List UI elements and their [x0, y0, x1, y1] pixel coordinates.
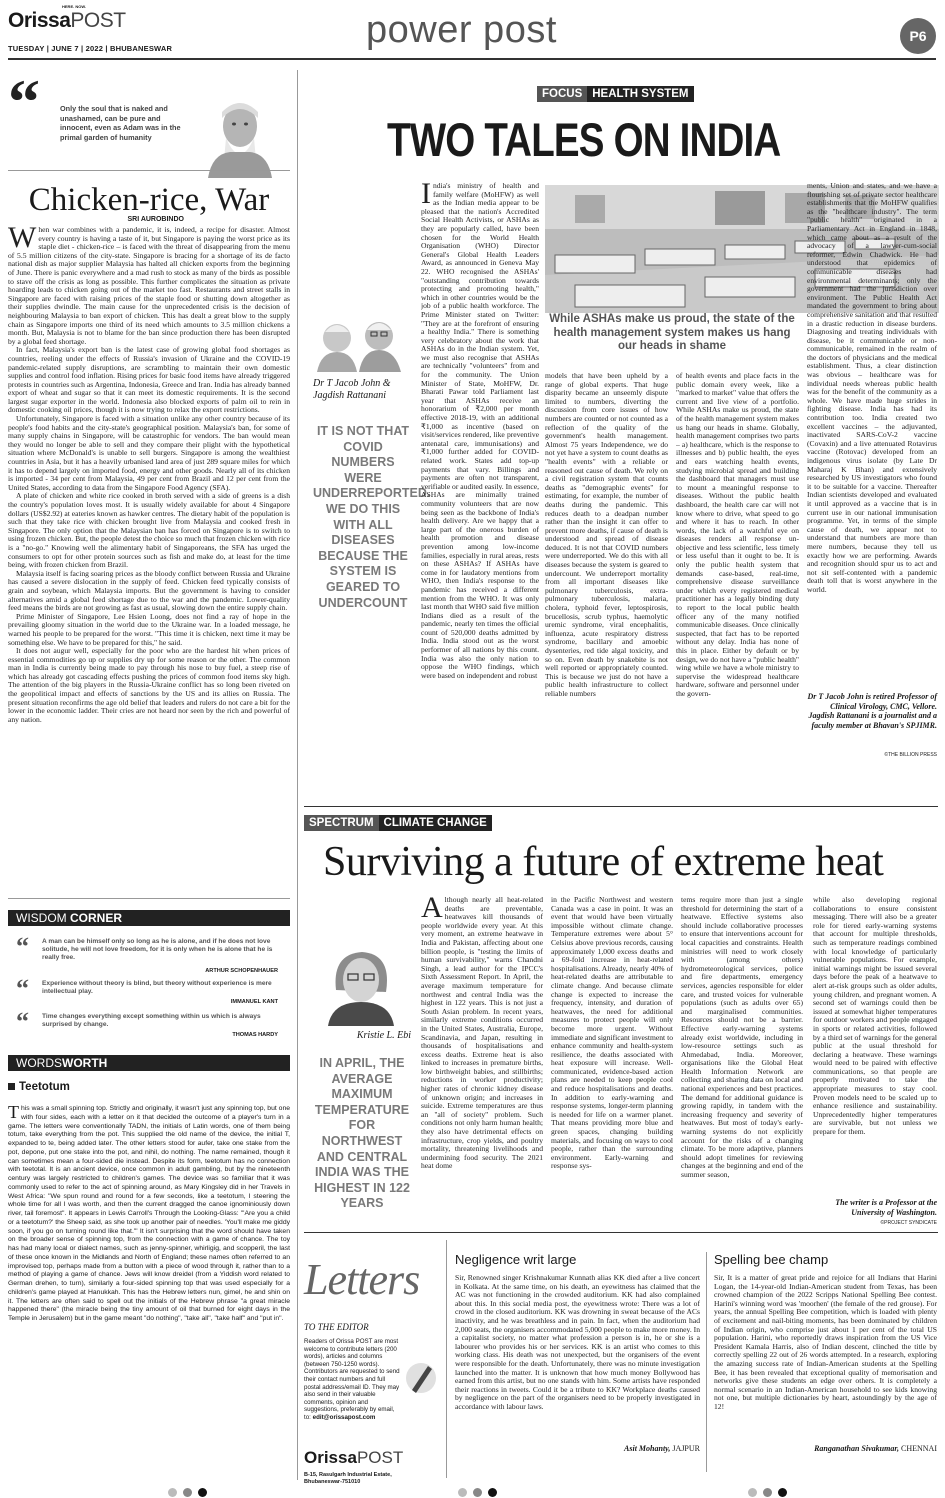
letters-title: Letters [304, 1255, 420, 1304]
india-column-text: ments, Union and states, and we have a flourishing set of private sector healthcare establishments that the MoHFW qualifies as the "healthcare industry". The term "public health" originated in a Parliamentary Act in England in 1848, which came about as a result of the advocacy of a lawyer-cum-social reformer, Edwin Chadwick. He had understood that epidemics of communicable diseases had environmental determinants; only the government had the jurisdiction over environment. The Public Health Act mandated the government to bring about comprehensive sanitation and that resulted in a drastic reduction in disease burdens. Diagnosing and treating individuals with disease, be it communicable or non-communicable, remained in the realm of the doctors of physicians and the medical establishment. Thus, a clear distinction was obvious – healthcare was for individual needs whereas public health was for the benefit of the community as a whole. We have made huge strides in fighting disease. India has had its contribution too. India created two excellent vaccines – the adjuvanted, inactivated SARS-CoV-2 vaccine (Covaxin) and a live attenuated Rotavirus vaccine (Rotovac) developed from an indigenous virus isolate (by Late Dr Maharaj K Bhan) and extensively researched by US investigators who found it to be suitable for a vaccine. Thereafter Indian scientists developed and evaluated it until approved as a vaccine that is in current use in our national immunisation programme. Yet, in terms of the simple cause of death, we appear not to understand that numbers are more than mere numbers, because they tell us exactly how we are performing. Awards and recognition should spur us to act and not sit self-contented with a pandemic death toll that is worst anywhere in the world. [807, 182, 937, 594]
india-column-text: models that have been upheld by a range of global experts. That huge disparity became an unseemly dispute limited to numbers, diverting the discussion from core issues of how numbers are counted or not counted as a reflection of the quality of the government's health management. Almost 75 years Independence, we do not yet have a system to count deaths as "health events" with a reliable or reasoned out cause of death. We rely on a civil registration system that counts deaths as "demographic events" for estimating, for example, the number of deaths during the pandemic. This reduces death to a deadpan number rather than the insight it can offer to prevent more deaths, if cause of death is understood and spread of disease deduced. It is not that COVID numbers were underreported. We do this with all diseases because the system is geared to undercount. We underreport mortality from all important diseases like pulmonary tuberculosis, extra-pulmonary tuberculosis, malaria, cholera, typhoid fever, leptospirosis, brucellosis, scrub typhus, haemolytic uremic syndrome, viral encephalitis, influenza, acute respiratory distress syndrome, bacillary and amoebic dysenteries, red tide algal toxicity, and so on. Even death by snakebite is not well reported or appropriately counted. This is because we just do not have a public health infrastructure to collect reliable numbers [545, 372, 668, 698]
chicken-dropcap: W [8, 226, 37, 254]
divider [304, 1232, 938, 1233]
kicker-health-system: HEALTH SYSTEM [587, 86, 693, 102]
dot-icon [778, 1488, 787, 1497]
column-separator [706, 1252, 707, 1472]
wordsworth-label-a: WORDS [16, 1056, 62, 1070]
divider [8, 898, 290, 899]
kicker-spectrum: SPECTRUM [304, 815, 379, 831]
india-pullquote: IT IS NOT THAT COVID NUMBERS WERE UNDERREPORTED. WE DO THIS WITH ALL DISEASES BECAUSE THE SYSTEM IS GEARED TO UNDERCOUNT [313, 424, 431, 610]
wisdom-corner-label [8, 910, 290, 926]
wisdom-quote-text: Experience without theory is blind, but theory without experience is mere intellectual play. [42, 980, 272, 995]
heat-dropcap: A [421, 896, 443, 924]
dot-icon [183, 1488, 192, 1497]
wordsworth-dropcap: T [8, 1105, 19, 1122]
masthead-logo[interactable] [8, 9, 126, 33]
wisdom-label-b: CORNER [70, 911, 123, 925]
page-number-badge [900, 18, 936, 54]
wisdom-quote [8, 932, 290, 974]
wordsworth-label [8, 1055, 290, 1071]
chicken-article-headline: Chicken-rice, War [28, 182, 270, 218]
india-column-text: ndia's ministry of health and family welfare (MoHFW) as well as the Indian media appear to be pleased that the nation's Accredited Social Health Activists, or ASHAs as they are popularly called, have been chosen for the World Health Organisation (WHO) Director General's Global Health Leaders Award, as announced in Geneva May 22. WHO recognised the ASHAs' "outstanding contribution towards protecting and promoting health," which in other countries would be the job of a public health workforce. The Prime Minister stated on Twitter: "They are at the forefront of ensuring a healthy India." There is something very celebratory about the work that ASHAs do in the Indian system. Yet, we must also recognise that ASHAs are technically "volunteers" from and for the community. The Union Minister of State, MoHFW, Dr. Bharati Pawar told Parliament last year that ASHAs receive an honorarium of ₹2,000 per month effective 2018-19, with an additional ₹1,000 as incentive (based on visit/services rendered, like preventive antenatal care, immunisations) and ₹1,000 further added for COVID-related work. States add top-up payments that vary. Billings and payments are often not transparent, verifiable or audited easily. In essence, ASHAs are minimally trained community volunteers that are now being seen as the backbone of India's health delivery. Are we happy that a large part of the onerous burden of health promotion and disease prevention among low-income families, especially in rural areas, rests on these ASHAs? If ASHAs have come in for laudatory mentions from WHO, then India's response to the pandemic has received a different mention from the WHO. It was only last month that WHO said five million Indians died as a result of the pandemic, nearly ten times the official count of 520,000 deaths admitted by India. India stood out as the worst performer of all nations by this count. India was also the only nation to oppose the WHO findings, which were based on independent and robust [421, 182, 539, 680]
letter-author: Ranganathan Sivakumar, [814, 1444, 899, 1453]
heat-byline: Kristie L. Ebi [356, 1030, 411, 1041]
paragraph: Prime Minister of Singapore, Lee Hsien Loong, does not find a ray of hope in the prevailing gloomy situation in the world due to the Ukraine war. In a loaded message, he warned his people to be prepared for the worst. "This time it is chicken, next time it may be something else. We have to be prepared for this," he said. [8, 611, 290, 647]
india-column [676, 372, 799, 760]
india-dropcap: I [421, 182, 431, 210]
heat-credit: ©PROJECT SYNDICATE [880, 1220, 937, 1226]
heat-column-text: lthough nearly all heat-related deaths are preventable, heatwaves kill thousands of people worldwide every year. At this very moment, an extreme heatwave in India and Pakistan, affecting about one billion people, is "testing the limits of human survivability," warns Chandni Singh, a lead author for the IPCC's Sixth Assessment Report. In April, the average maximum temperature for northwest and central India was the highest in 122 years. This is not just a South Asian problem. In recent years, similarly extreme conditions occurred in the United States, Australia, Europe, Scandinavia, and Japan, resulting in thousands of hospitalisations and excess deaths. Extreme heat is also linked to increases in premature births, low birthweight babies, and stillbirths; reductions in worker productivity; higher rates of chronic kidney disease of unknown origin; and increases in suicide. Extreme temperatures are thus an "all of society" problem. Such conditions not only harm human health; they also have detrimental effects on infrastructure, crop yields, and poultry mortality, threatening livelihoods and undermining food security. The 2021 heat dome [421, 896, 543, 1171]
heat-column [421, 896, 543, 1206]
letter [455, 1252, 700, 1480]
india-author-note: Dr T Jacob John is retired Professor of Clinical Virology, CMC, Vellore. Jagdish Rattanani is a journalist and a faculty member at Bhavan's SPJIMR. [807, 692, 937, 730]
dot-icon [168, 1488, 177, 1497]
dateline: TUESDAY | JUNE 7 | 2022 | BHUBANESWAR [8, 44, 173, 53]
divider [8, 170, 290, 171]
logo-main: Orissa [8, 9, 71, 32]
dot-icon [198, 1488, 207, 1497]
logo-tagline: HERE. NOW. [62, 4, 87, 9]
heat-column [681, 896, 803, 1206]
wisdom-label-a: WISDOM [16, 911, 67, 925]
wordsworth-title-text: Teetotum [19, 1081, 70, 1093]
heat-column-text: in the Pacific Northwest and western Canada was a case in point. It was an event that would have been virtually impossible without climate change. Temperature extremes were about 5° Celsius above previous records, causing approximately 1,000 excess deaths and a 69-fold increase in heat-related hospitalisations. Already, nearly 40% of heat-related deaths are attributable to climate change. And because climate change is expected to increase the frequency, intensity, and duration of heatwaves, the need for additional measures to protect people will only become more urgent. Without immediate and significant investment to enhance community and health-system resilience, the deaths associated with heat exposure will increase. Well-communicated, evidence-based action plans are needed to keep people cool and reduce hospitalisations and deaths. In addition to early-warning and response systems, longer-term planning is needed for life on a warmer planet. That means providing more blue and green spaces, changing building materials, and focusing on ways to cool people, rather than the surrounding environment. Early-warning and response sys- [551, 896, 673, 1171]
letter [714, 1252, 937, 1480]
letters-logo-post: POST [356, 1448, 404, 1467]
letters-logo[interactable] [304, 1448, 403, 1468]
letters-info [304, 1338, 402, 1422]
dot-icon [473, 1488, 482, 1497]
quote-icon: “ [8, 66, 40, 137]
section-title: power post [366, 9, 557, 51]
quote-icon: “ [16, 1007, 29, 1036]
quote-icon: “ [16, 932, 29, 961]
pen-icon [404, 1358, 438, 1398]
heat-column-text: while also developing regional collaborations to ensure consistent messaging. There will also be a greater role for tiered early-warning systems that account for multiple thresholds, such as temperature readings combined with local knowledge of particularly vulnerable populations. For example, initial warnings might be issued several days before the peak of a heatwave to alert at-risk groups such as older adults, young children, and pregnant women. A second set of warnings could then be issued at somewhat higher temperatures for outdoor workers and people engaged in sports or related activities, followed by a third set of warnings for the general public at the usual threshold for declaring a heatwave. These warnings would need to be paired with effective communications, so that people are properly motivated to take the appropriate measures to stay cool. Proven models need to be scaled up to enhance resilience and sustainability. Unprecedentedly higher temperatures are survivable, but not unless we prepare for them. [813, 896, 937, 1137]
kicker-climate-change: CLIMATE CHANGE [379, 815, 492, 831]
wisdom-quote-text: Time changes everything except something within us which is always surprised by change. [42, 1013, 261, 1028]
dot-icon [748, 1488, 757, 1497]
letter-body: Sir, Renowned singer Krishnakumar Kunnath alias KK died after a live concert in Kolkata. At the same time, on his death, an eyewitness has claimed that the AC was not functioning in the crowded auditorium. KK had also complained about this. In this social media post, the eyewitness wrote: There was a lot of crowd in the closed auditorium. KK was drowning in sweat because of the ACs inactivity, and he was breathless and in pain. In fact, when the auditorium had 2,000 seats, the organisers accommodated 5,000 people to make more money. In a capitalist society, no matter what profession a person is in, he or she is a labourer who provides his or her services. KK is an artist who comes to this working class. His death was not unexpected, but the organisers of the event were responsible for the death. Unfortunately, there was no minute investigation launched into the matter. It is unknown that how much money Bollywood has earned from this artist, but no one stands with him. Some artists have responded their reactions in tweets. Could it be a tribute to KK? Workplace deaths caused by negligence on the part of the organisers need to be properly investigated in accordance with labour laws. [455, 1274, 700, 1411]
registration-dots [165, 1484, 210, 1498]
letter-author: Asit Mohanty, [624, 1444, 671, 1453]
letter-place: CHENNAI [901, 1444, 937, 1453]
quote-text: Only the soul that is naked and unashamed, can be pure and innocent, even as Adam was in the primal garden of humanity [60, 104, 181, 142]
divider [304, 806, 938, 807]
heat-kicker [304, 815, 492, 831]
dot-icon [458, 1488, 467, 1497]
masthead-rule [8, 58, 936, 60]
india-credit: ©THE BILLION PRESS [884, 752, 937, 758]
heat-author-note: The writer is a Professor at the University of Washington. [835, 1198, 937, 1217]
wordsworth-text: his was a small spinning top. Strictly and originally, it wasn't just any spinning top, but one with four sides, each with a letter on it that decided the outcome of a player's turn in a game. The letters were conventionally TADN, the initials of Latin words, one of them being totum, take everything from the pot. This supplied the old name of the device, the initial T, expanded to te, being added later. The other letters stood for aufer, take one stake from the pot, depone, put one stake into the pot, and nihil, do nothing. The name remained, though it can sometimes mean a four-sided die instead. Despite its form, teetotum has no connection with teetotal. It is an ancient device, once common in adult gambling, but by the nineteenth century was largely restricted to children's games. The device was so familiar that it was commonly used to refer to the act of spinning around, as Mary Kingsley did in her Travels in West Africa: "We spun round and round for a few seconds, like a teetotum, I steering the whole time for all I was worth, and then the current dragged the canoe ignominiously down river, tail foremost". It appears in Lewis Carroll's Through the Looking-Glass: "'Are you a child or a teetotum?' the Sheep said, as she took up another pair of needles. 'You'll make me giddy soon, if you go on turning round like that.'" It isn't surprising that the word should have taken on the broader sense of spinning top, from the connection with a game of chance. The toy has had many local or dialect names, such as jenny-spinner, whirligig, and scopperil, the last of these once known in the Midlands and North of England; these names often referred to an improvised top, perhaps made from a button with a piece of wood through it, rather than to a method of playing a game of chance. Jews will know dreidel (from a Yiddish word related to German drehen, to turn), similarly a four-sided spinning top that was used especially for a children's game played at Hanukkah. This has the Hebrew letters nun, gimel, he and shin on it. The letters are often said to spell out the initials of the Hebrew phrase "a great miracle happened there" (the miracle being the tiny amount of oil that burned for eight days in the Temple in Jerusalem) but in the game meant "do nothing", "take all", "take half" and "put in". [8, 1105, 290, 1322]
heat-column [551, 896, 673, 1206]
letters-address: B-15, Rasulgarh Industrial Estate, Bhubaneswar-751010 [304, 1472, 392, 1485]
letter-signature [455, 1444, 700, 1453]
wisdom-quote-author: IMMANUEL KANT [230, 999, 278, 1005]
wisdom-quote-author: THOMAS HARDY [232, 1032, 278, 1038]
wordsworth-label-b: WORTH [62, 1056, 108, 1070]
paragraph: hen war combines with a pandemic, it is, indeed, a recipe for disaster. Almost every country is having a taste of it, but Singapore is paying the worst price as its staple diet - chicken-rice – is faced with the threat of disappearing from the menu of 5.5 million citizens of the city-state. Singapore is bracing for a shortage of its de facto national dish as major supplier Malaysia has halted all chicken exports from the beginning of June. There is panic everywhere and a mad rush to stock as many of the birds as possible to stave off the crisis as long as possible. This further complicates the situation as private hoarding leads to chicken going out of the market too fast. Restaurants and street stalls in Singapore are faced with raising prices of the staple food or shutting down altogether as their supplies dwindle. The main cause for the unprecedented crisis is the decision of neighbouring Malaysia to ban export of chicken. This has dealt a great blow to the supply chain as Singapore imports one third of its need which amounts to 3.5 million chickens a month. But, Malaysia is not to blame for the ban since production there has been disrupted by a global feed shortage. [8, 226, 290, 346]
chicken-article-body [8, 226, 290, 894]
wisdom-quote-text: A man can be himself only so long as he is alone, and if he does not love solitude, he will not love freedom, for it is only when he is alone that he is really free. [42, 938, 273, 961]
letter-signature [714, 1444, 937, 1453]
dot-icon [763, 1488, 772, 1497]
sri-aurobindo-portrait [200, 90, 276, 178]
india-column [545, 372, 668, 760]
letters-email[interactable]: edit@orissapost.com [312, 1413, 376, 1421]
square-bullet-icon [8, 1083, 15, 1090]
registration-dots [745, 1484, 790, 1498]
author-photo [318, 940, 404, 1026]
hospital-photo-caption: While ASHAs make us proud, the state of the health management system makes us hang our heads in shame [549, 313, 795, 352]
wisdom-quote-author: ARTHUR SCHOPENHAUER [205, 968, 278, 974]
india-column [807, 182, 937, 690]
logo-post: POST [70, 9, 126, 32]
wisdom-quote [8, 974, 290, 1005]
letter-heading: Spelling bee champ [714, 1252, 829, 1267]
paragraph: Malaysia itself is facing soaring prices as the bloody conflict between Russia and Ukraine has caused a severe dislocation in the supply of feed. Chicken feed typically consists of grain and soybean, which Malaysia imports. But the government is having to consider alternatives amid a global feed shortage due to the war and the pandemic. Lower-quality feed means the birds are not growing as fast as usual, slowing down the entire supply chain. [8, 568, 290, 613]
paragraph: A plate of chicken and white rice cooked in broth served with a side of greens is a dish the country's population loves most. It is usually widely available for about 4 Singapore dollars (US$2.92) at eateries known as hawker centres. The dietary habit of the population is such that they take rice with chicken brought live from Malaysia and cooked fresh in Singapore. The only option that the Malaysian ban has forced on Singapore is to switch to using frozen chicken. But, the people detest the choice so much that frozen chicken with rice is a "no-go." Knowing well the alimentary habit of Singaporeans, the SFA has urged the consumers to opt for other protein sources such as fish and make do, at least for the time being, with frozen chicken from Brazil. [8, 491, 290, 570]
wisdom-quote [8, 1007, 290, 1038]
letters-logo-main: Orissa [304, 1448, 357, 1467]
authors-photo [313, 312, 407, 372]
letters-info-text: Readers of Orissa POST are most welcome to contribute letters (200 words), articles and columns (between 750-1250 words). Contributors are requested to send their contact numbers and full postal address/email ID. They may also send in their valuable comments, opinion and suggestions, preferably by email, to: [304, 1338, 400, 1421]
letters-box [304, 1240, 444, 1485]
heat-column [813, 896, 937, 1198]
wordsworth-body [8, 1105, 290, 1473]
india-column-text: of health events and place facts in the public domain every week, like a "marked to market" value that offers the current and live view of a portfolio. While ASHAs make us proud, the state of the health management system makes us hang our heads in shame. Globally, health management comprises two parts – a) healthcare, which is the response to illnesses and b) public health, the eyes and ears watching health events, studying microbial spread and building the dashboard that managers must use to mount a meaningful response to diseases. Without the public health dashboard, the health care car will not know where to drive, what speed to go and where it has to reach. In other words, the lack of a watchful eye on diseases renders all response un-objective and less scientific, less timely or less useful than it ought to be. It is only the public health system that demands case-based, real-time, comprehensive disease surveillance under which every registered medical practitioner has a legally binding duty to report to the local public health officer any of the many notified communicable diseases. Once clinically suspected, that fact has to be reported without any delay. India has none of this in place. Either by default or by design, we do not have a "public health" wing while we have a whole ministry to supervise the widespread healthcare hardware, software and personnel under the govern- [676, 372, 799, 698]
dot-icon [488, 1488, 497, 1497]
registration-dots [455, 1484, 500, 1498]
letter-body: Sir, It is a matter of great pride and rejoice for all Indians that Harini Logan, the 14-year-old Indian-American student from Texas, has been crowned champion of the 2022 Scripps National Spelling Bee contest. Harini's winning word was 'moorhen' (the female of the red grouse). For years, the annual Spelling Bee competition, which is loaded with plenty of excitement and nail-biting moments, has been dominated by children of Indian origin, who comprise just about 1 per cent of the total US population. Harini, who reportedly draws inspiration from the US Vice President Kamala Harris, also of Indian descent, clinched the title by correctly spelling 22 out of 26 words attempted. In a research, exploring the amazing success rate of Indian-American students at the Spelling Bee, it has been revealed that exceptional quality of memorisation and networks give these students an edge over others. It is completely a normal scenario in an Indian-American household to see kids knowing not one, but multiple dictionaries by heart, astoundingly by the age of 12! [714, 1274, 937, 1411]
heat-pullquote: IN APRIL, THE AVERAGE MAXIMUM TEMPERATURE FOR NORTHWEST AND CENTRAL INDIA WAS THE HIGHEST IN 122 YEARS [314, 1056, 410, 1211]
column-separator [446, 1240, 447, 1478]
india-column [421, 182, 539, 760]
page-number: P6 [909, 28, 927, 44]
letters-subtitle: TO THE EDITOR [304, 1322, 369, 1332]
wordsworth-title [8, 1081, 70, 1093]
wisdom-corner [8, 910, 290, 1040]
quote-author: SRI AUROBINDO [127, 216, 184, 223]
letter-place: JAJPUR [672, 1444, 700, 1453]
footer-registration-marks [0, 1484, 945, 1498]
masthead [0, 0, 945, 62]
quote-icon: “ [16, 974, 29, 1003]
column-separator [297, 70, 298, 1480]
paragraph: Unfortunately, Singapore is faced with a situation unlike any other country because of its people's food habits and the city-state's geographical position. Malaysia's ban, for some of many supply chains in Singapore, will be catastrophic for vendors. The ban would mean they would no longer be able to sell and they compare their plight with the hypothetical situation where McDonald's is unable to sell burgers. Singapore is among the wealthiest countries in Asia, but it has a heavily urbanised land area of just 289 square miles for which it has to depend largely on imported food, energy and other goods. Nearly all of its chicken is imported - 34 per cent from Malaysia, 49 per cent from Brazil and 12 per cent from the United States, according to data from the Singapore Food Agency (SFA). [8, 414, 290, 492]
india-headline: TWO TALES ON INDIA [387, 113, 781, 166]
heat-column-text: tems require more than just a single threshold for determining the start of a heatwave. Effective systems also should include collaborative processes to ensure that interventions account for local capacities and constraints. Health ministries will need to work closely with (among others) hydrometeorological services, police and fire departments, emergency services, agencies responsible for elder care, and trusted voices for vulnerable populations (such as adults over 65) and marginalised communities. Resources should not be a barrier. Effective early-warning systems already exist worldwide, including in low-resource settings such as Ahmedabad, India. Moreover, organisations like the Global Heat Health Information Network are collecting and sharing data on local and national experiences and best practices. The demand for additional guidance is growing rapidly, in tandem with the increasing frequency and severity of heatwaves. But most of today's early-warning systems do not explicitly account for the risks of a changing climate. To be more adaptive, planners should adopt timelines for reviewing changes at the beginning and end of the summer season, [681, 896, 803, 1179]
letter-heading: Negligence writ large [455, 1252, 577, 1267]
paragraph: It does not augur well, especially for the poor who are the hardest hit when prices of essential commodities go up or supplies dry up for some reason or the other. The common man in India is currently being made to pay through his nose to buy fuel, a steep rise of which has already got cascading effects pushing the prices of common food items sky high. The attention of the big players in the Russia-Ukraine conflict has so long been riveted on the geopolitical impact and effects of sanctions by the US and its allies on Russia. The present situation reconfirms the age old belief that leaders and rulers do not care a bit for the lower in the economic ladder. Their cries are not heard nor seen by the rich and powerful of any nation. [8, 646, 290, 724]
india-byline: Dr T Jacob John & Jagdish Rattanani [313, 378, 391, 401]
heat-headline: Surviving a future of extreme heat [323, 839, 884, 885]
paragraph: In fact, Malaysia's export ban is the latest case of growing global food shortages as countries, reeling under the effects of Russia's invasion of Ukraine and the COVID-19 pandemic-related supply disruptions, are scrambling to maintain their own domestic supplies and control food inflation. Rising prices for basic food items have already triggered protests in countries such as Argentina, Indonesia, Greece and Iran. India has already banned export of wheat and sugar so that it can meet its domestic requirements. It is the second largest sugar exporter in the world. Indonesia also blocked exports of palm oil to rein in domestic cooking oil prices, though it is now trying to relax the export restrictions. [8, 345, 290, 415]
kicker-focus: FOCUS [537, 86, 587, 102]
india-kicker [537, 86, 694, 102]
wordsworth [8, 1055, 290, 1475]
